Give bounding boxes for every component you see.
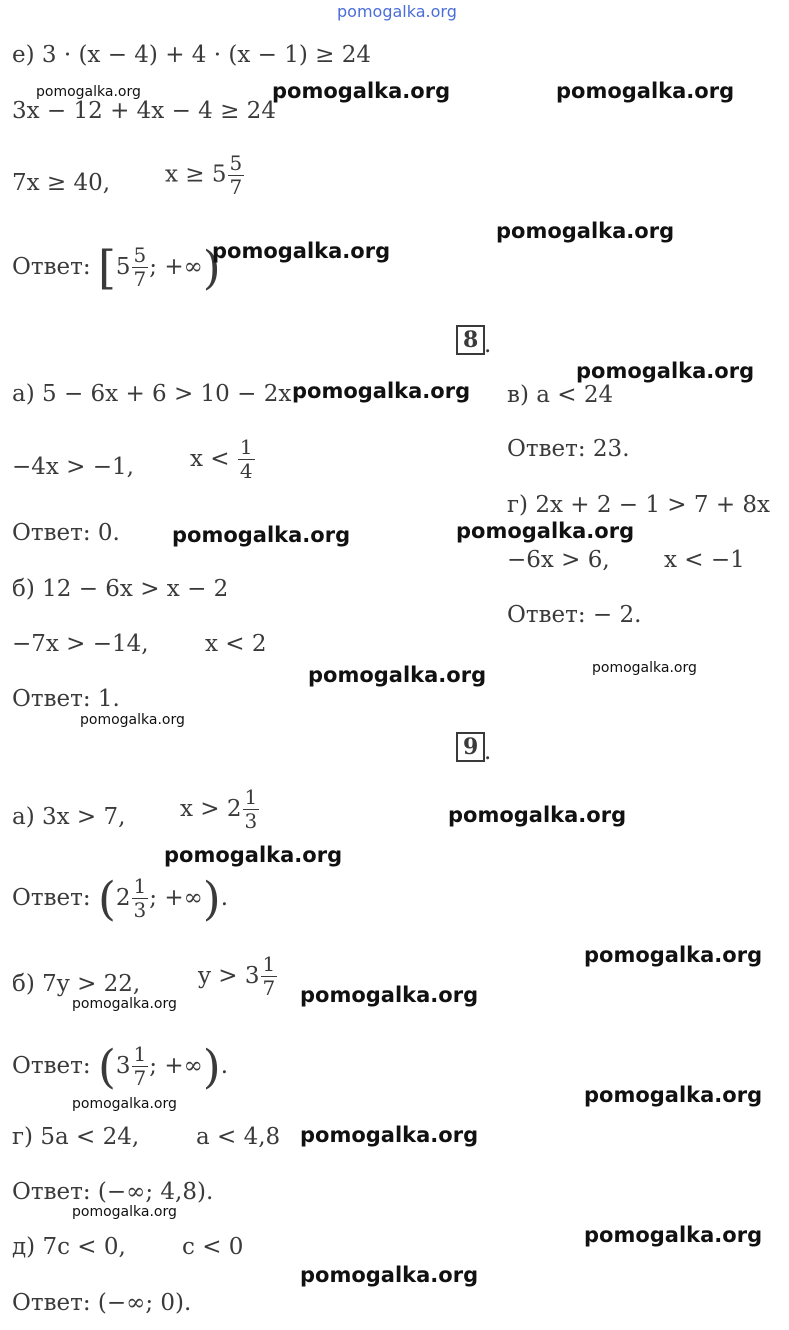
fraction-1-3: $\frac{1}{3}$ xyxy=(244,785,258,833)
watermark: pomogalka.org xyxy=(448,803,627,827)
n8b-answer: Ответ: 1. xyxy=(12,686,120,712)
n9d-answer: Ответ: (−∞; 0). xyxy=(12,1290,192,1316)
n8a-line2-right: x < $\frac{1}{4}$ xyxy=(190,435,253,483)
n9g-line1-left: г) 5a < 24, xyxy=(12,1124,140,1150)
watermark: pomogalka.org xyxy=(300,1263,479,1287)
n8b-line2-right: x < 2 xyxy=(205,631,267,657)
watermark: pomogalka.org xyxy=(456,519,635,543)
n8b-line2-left: −7x > −14, xyxy=(12,631,149,657)
n9a-line1-left: а) 3x > 7, xyxy=(12,804,126,830)
n8b-line1: б) 12 − 6x > x − 2 xyxy=(12,576,229,602)
section-9-label: 9 xyxy=(456,732,485,762)
watermark: pomogalka.org xyxy=(80,712,185,728)
n9a-line1-right: x > 2 $\frac{1}{3}$ xyxy=(180,785,258,833)
watermark: pomogalka.org xyxy=(36,84,141,100)
watermark: pomogalka.org xyxy=(272,79,451,103)
e-line1: е) 3 · (x − 4) + 4 · (x − 1) ≥ 24 xyxy=(12,42,371,68)
n8v-answer: Ответ: 23. xyxy=(507,436,630,462)
watermark: pomogalka.org xyxy=(584,1083,763,1107)
watermark: pomogalka.org xyxy=(584,1223,763,1247)
n9d-line1-left: д) 7c < 0, xyxy=(12,1234,126,1260)
n9g-answer: Ответ: (−∞; 4,8). xyxy=(12,1179,214,1205)
n9b-answer: Ответ: (3 $\frac{1}{7}$ ; +∞). xyxy=(12,1039,229,1094)
section-9-dot: . xyxy=(484,739,492,765)
answer-fraction-5-7: $\frac{5}{7}$ xyxy=(133,243,147,291)
e-line3-left: 7x ≥ 40, xyxy=(12,170,111,196)
n8g-line1: г) 2x + 2 − 1 > 7 + 8x xyxy=(507,492,771,518)
n9b-line1-left: б) 7y > 22, xyxy=(12,971,141,997)
n9d-line1-right: c < 0 xyxy=(182,1234,244,1260)
watermark: pomogalka.org xyxy=(496,219,675,243)
watermark: pomogalka.org xyxy=(576,359,755,383)
fraction-1-4: $\frac{1}{4}$ xyxy=(239,435,253,483)
section-8-dot: . xyxy=(484,332,492,358)
answer-fraction-1-7: $\frac{1}{7}$ xyxy=(133,1042,147,1090)
e-line3-right: x ≥ 5 $\frac{5}{7}$ xyxy=(165,151,243,199)
watermark: pomogalka.org xyxy=(72,1204,177,1220)
fraction-1-7: $\frac{1}{7}$ xyxy=(262,952,276,1000)
answer-fraction-1-3: $\frac{1}{3}$ xyxy=(133,874,147,922)
n9b-line1-right: y > 3 $\frac{1}{7}$ xyxy=(198,952,276,1000)
watermark: pomogalka.org xyxy=(592,660,697,676)
watermark: pomogalka.org xyxy=(172,523,351,547)
watermark: pomogalka.org xyxy=(72,1096,177,1112)
n8g-line2-left: −6x > 6, xyxy=(507,547,610,573)
watermark: pomogalka.org xyxy=(292,379,471,403)
n8g-answer: Ответ: − 2. xyxy=(507,602,642,628)
n8a-line2-left: −4x > −1, xyxy=(12,454,134,480)
n9a-answer: Ответ: (2 $\frac{1}{3}$ ; +∞). xyxy=(12,871,229,926)
watermark: pomogalka.org xyxy=(72,996,177,1012)
n8v-line1: в) a < 24 xyxy=(507,382,614,408)
n9g-line1-right: a < 4,8 xyxy=(196,1124,281,1150)
e-answer: Ответ: [5 $\frac{5}{7}$ ; +∞) xyxy=(12,240,221,295)
watermark: pomogalka.org xyxy=(556,79,735,103)
n8g-line2-right: x < −1 xyxy=(664,547,745,573)
watermark: pomogalka.org xyxy=(584,943,763,967)
watermark: pomogalka.org xyxy=(164,843,343,867)
watermark: pomogalka.org xyxy=(300,1123,479,1147)
watermark: pomogalka.org xyxy=(212,239,391,263)
n8a-answer: Ответ: 0. xyxy=(12,520,120,546)
n8a-line1: а) 5 − 6x + 6 > 10 − 2x xyxy=(12,381,292,407)
top-watermark: pomogalka.org xyxy=(337,2,457,21)
watermark: pomogalka.org xyxy=(300,983,479,1007)
fraction-5-7: $\frac{5}{7}$ xyxy=(229,151,243,199)
section-8-label: 8 xyxy=(456,325,485,355)
watermark: pomogalka.org xyxy=(308,663,487,687)
e-line2: 3x − 12 + 4x − 4 ≥ 24 xyxy=(12,98,276,124)
